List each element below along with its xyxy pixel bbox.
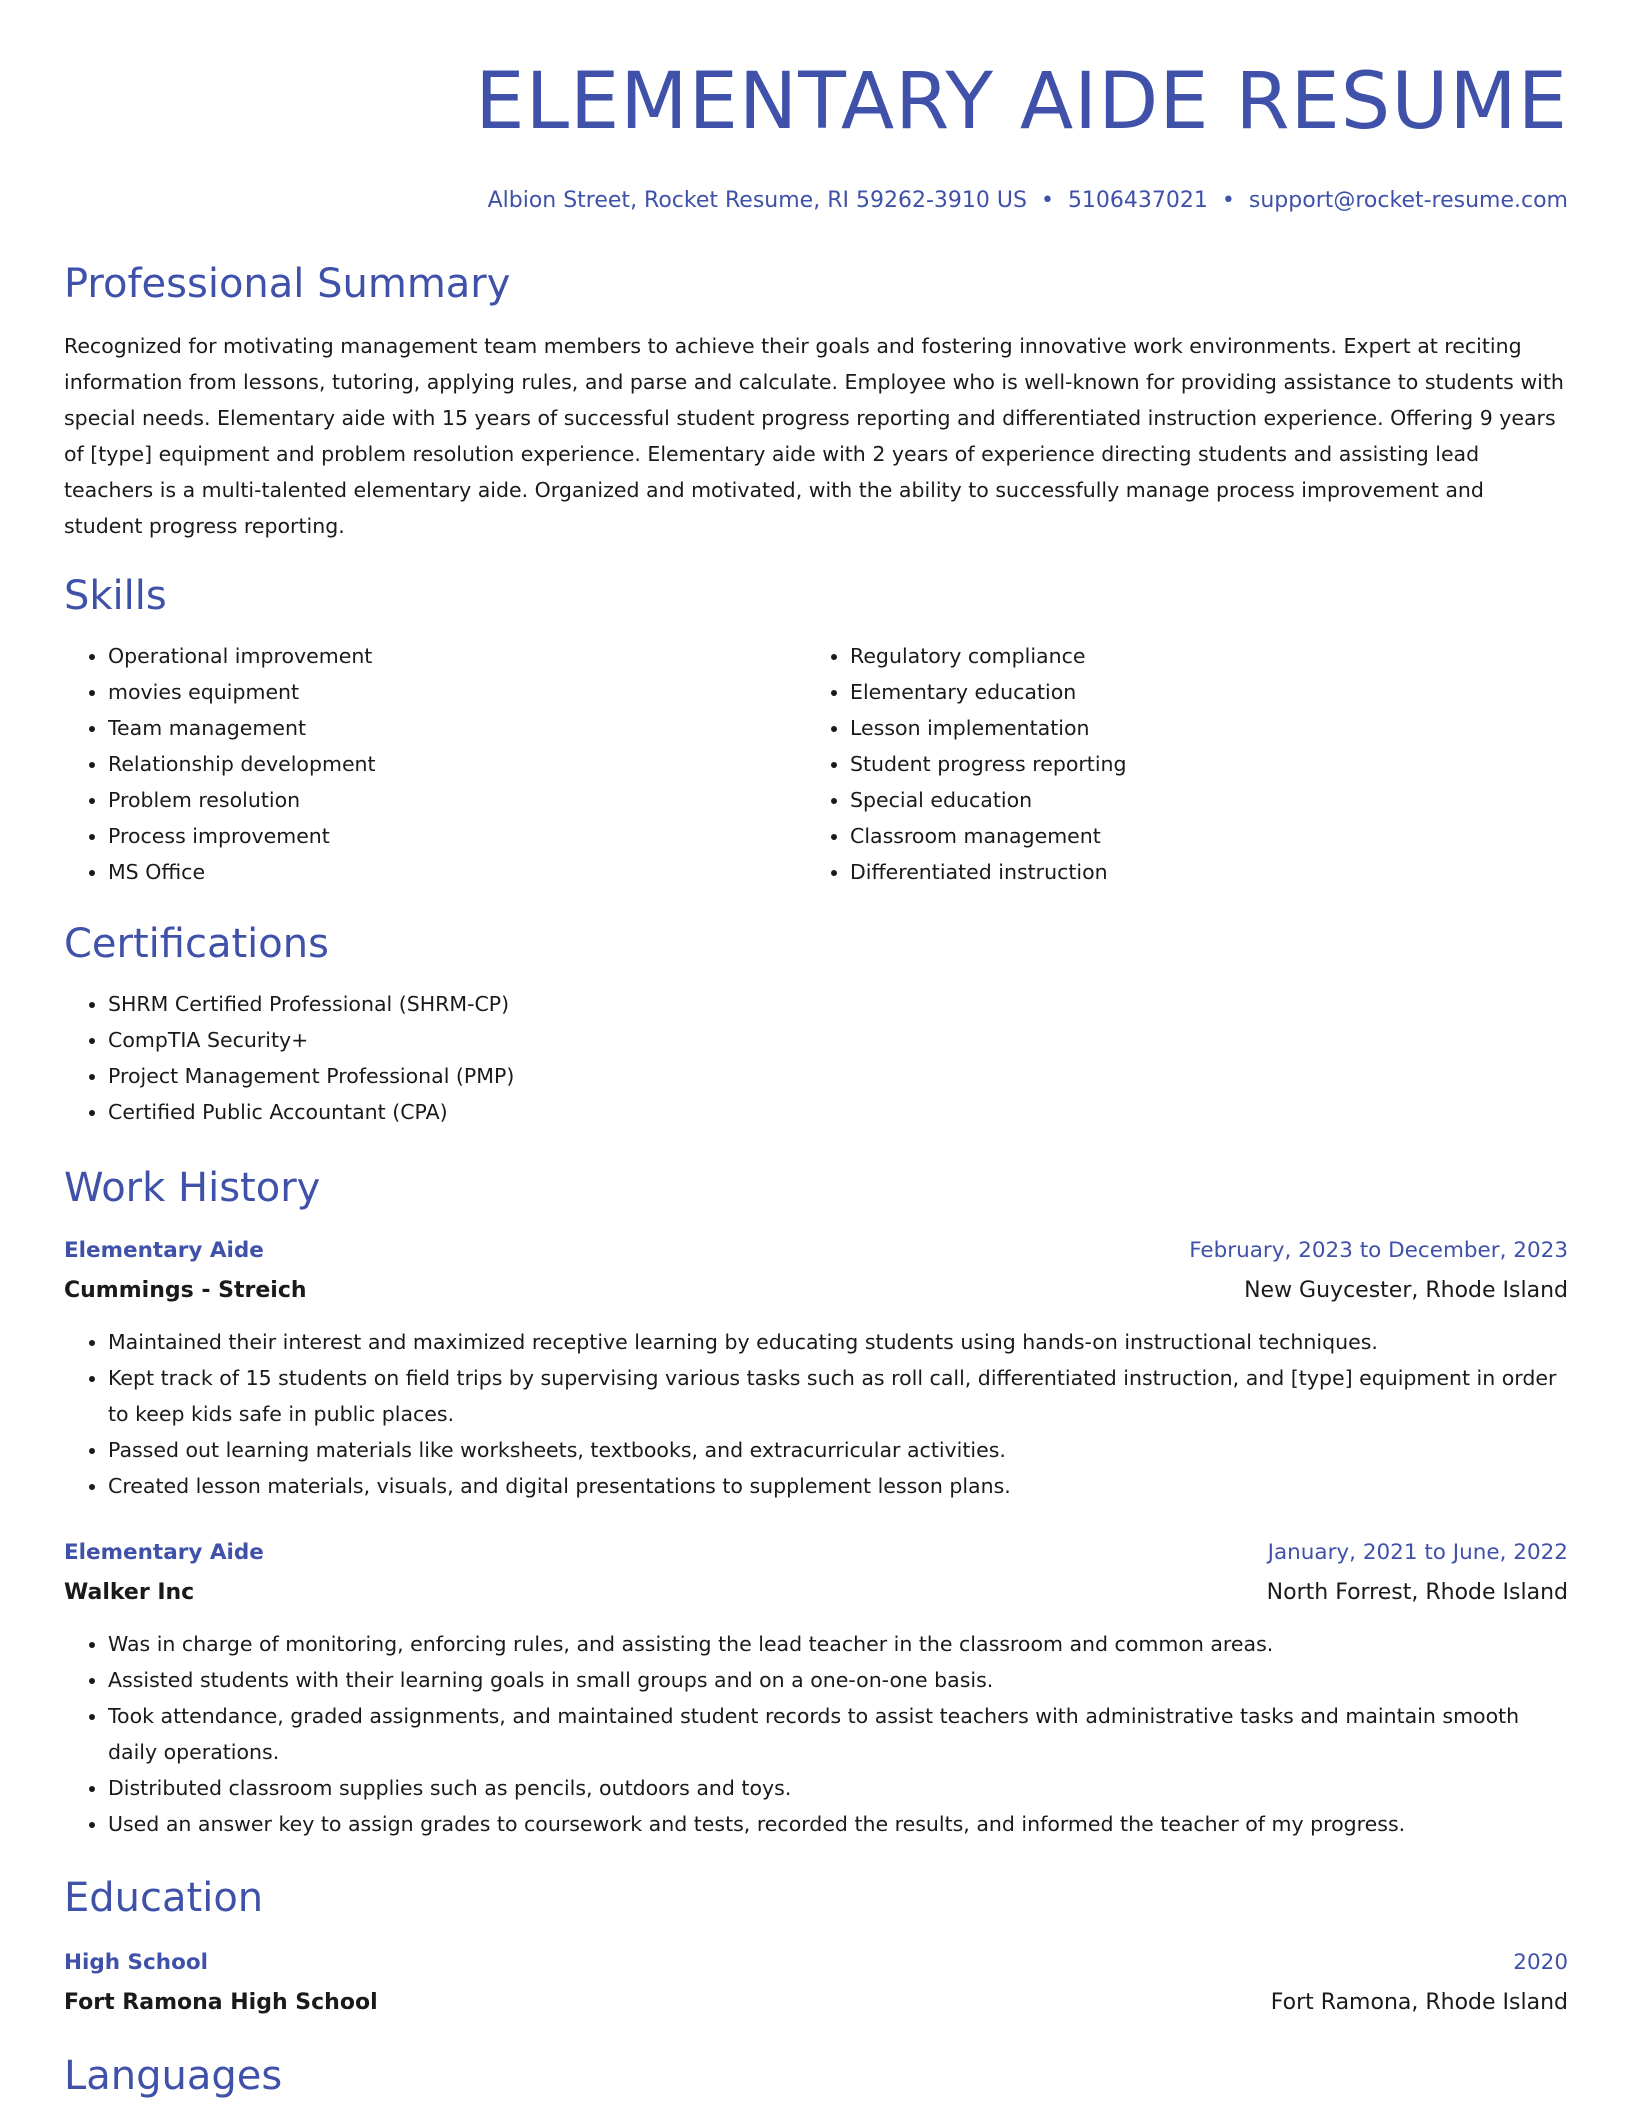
- skill-item: • Lesson implementation: [850, 710, 1548, 746]
- job-entry: [64, 1234, 1568, 1504]
- work-history-heading: Work History: [64, 1165, 321, 1211]
- certification-item: • Project Management Professional (PMP): [108, 1058, 1568, 1094]
- education-degree: High School: [64, 1950, 208, 1975]
- certification-item: • SHRM Certified Professional (SHRM-CP): [108, 986, 1568, 1022]
- job-header: [64, 1234, 1568, 1268]
- skill-item: • Differentiated instruction: [850, 854, 1548, 890]
- job-dates: February, 2023 to December, 2023: [1189, 1238, 1568, 1263]
- skill-item: • Classroom management: [850, 818, 1548, 854]
- education-year: 2020: [1513, 1950, 1568, 1975]
- certification-item: • CompTIA Security+: [108, 1022, 1568, 1058]
- skill-item: • Student progress reporting: [850, 746, 1548, 782]
- job-duty: • Passed out learning materials like worksheets, textbooks, and extracurricular activities.: [108, 1432, 1568, 1468]
- job-duty: • Kept track of 15 students on field trips by supervising various tasks such as roll call, differentiated instruction, and [type] equipment in order to keep kids safe in public places.: [108, 1360, 1568, 1432]
- summary-heading: Professional Summary: [64, 261, 511, 307]
- education-header: [64, 1946, 1568, 1980]
- education-location: Fort Ramona, Rhode Island: [1270, 1990, 1568, 2015]
- job-header: [64, 1536, 1568, 1570]
- job-location: North Forrest, Rhode Island: [1266, 1580, 1568, 1605]
- job-dates: January, 2021 to June, 2022: [1267, 1540, 1568, 1565]
- job-title: Elementary Aide: [64, 1540, 264, 1565]
- skill-item: • Relationship development: [108, 746, 806, 782]
- summary-text: Recognized for motivating management team members to achieve their goals and fostering innovative work environments. Expert at reciting information from lessons, tutoring, applying rules, and parse and calculate. Employee who is well-known for providing assistance to students with special needs. Elementary aide with 15 years of successful student progress reporting and differentiated instruction experience. Offering 9 years of [type] equipment and problem resolution experience. Elementary aide with 2 years of experience directing students and assisting lead teachers is a multi-talented elementary aide. Organized and motivated, with the ability to successfully manage process improvement and student progress reporting.: [64, 334, 1564, 538]
- skill-item: • Elementary education: [850, 674, 1548, 710]
- skill-item: • MS Office: [108, 854, 806, 890]
- education-heading: Education: [64, 1875, 264, 1921]
- skills-column-left: [64, 638, 806, 890]
- job-duty: • Distributed classroom supplies such as pencils, outdoors and toys.: [108, 1770, 1568, 1806]
- job-company: Cummings - Streich: [64, 1278, 307, 1303]
- job-duty: • Used an answer key to assign grades to coursework and tests, recorded the results, and informed the teacher of my progress.: [108, 1806, 1568, 1842]
- skills-column-right: [806, 638, 1548, 890]
- skill-item: • Team management: [108, 710, 806, 746]
- skill-item: • Special education: [850, 782, 1548, 818]
- job-duties: [64, 1324, 1568, 1504]
- job-subheader: [64, 1274, 1568, 1308]
- job-subheader: [64, 1576, 1568, 1610]
- contact-line: [64, 186, 1568, 216]
- contact-address: Albion Street, Rocket Resume, RI 59262-3910 US: [487, 188, 1027, 213]
- job-duty: • Took attendance, graded assignments, and maintained student records to assist teachers with administrative tasks and maintain smooth daily operations.: [108, 1698, 1568, 1770]
- skills-list: [64, 638, 1568, 890]
- certifications-heading: Certifications: [64, 921, 329, 967]
- certification-item: • Certified Public Accountant (CPA): [108, 1094, 1568, 1130]
- contact-email[interactable]: support@rocket-resume.com: [1248, 188, 1568, 213]
- job-duty: • Maintained their interest and maximized receptive learning by educating students using hands-on instructional techniques.: [108, 1324, 1568, 1360]
- education-subheader: [64, 1986, 1568, 2020]
- education-school: Fort Ramona High School: [64, 1990, 378, 2015]
- skill-item: • Regulatory compliance: [850, 638, 1548, 674]
- job-company: Walker Inc: [64, 1580, 195, 1605]
- languages-heading: Languages: [64, 2053, 283, 2099]
- job-duty: • Created lesson materials, visuals, and digital presentations to supplement lesson plans.: [108, 1468, 1568, 1504]
- skill-item: • movies equipment: [108, 674, 806, 710]
- contact-separator: •: [1040, 188, 1054, 213]
- resume-title: ELEMENTARY AIDE RESUME: [475, 57, 1568, 147]
- job-location: New Guycester, Rhode Island: [1244, 1278, 1568, 1303]
- job-duties: [64, 1626, 1568, 1842]
- job-entry: [64, 1536, 1568, 1842]
- job-duty: • Was in charge of monitoring, enforcing rules, and assisting the lead teacher in the classroom and common areas.: [108, 1626, 1568, 1662]
- skill-item: • Process improvement: [108, 818, 806, 854]
- certifications-list: [64, 986, 1568, 1130]
- job-duty: • Assisted students with their learning goals in small groups and on a one-on-one basis.: [108, 1662, 1568, 1698]
- job-title: Elementary Aide: [64, 1238, 264, 1263]
- contact-separator: •: [1221, 188, 1235, 213]
- education-entry: [64, 1946, 1568, 2020]
- skill-item: • Operational improvement: [108, 638, 806, 674]
- skills-heading: Skills: [64, 573, 167, 619]
- skill-item: • Problem resolution: [108, 782, 806, 818]
- contact-phone: 5106437021: [1067, 188, 1208, 213]
